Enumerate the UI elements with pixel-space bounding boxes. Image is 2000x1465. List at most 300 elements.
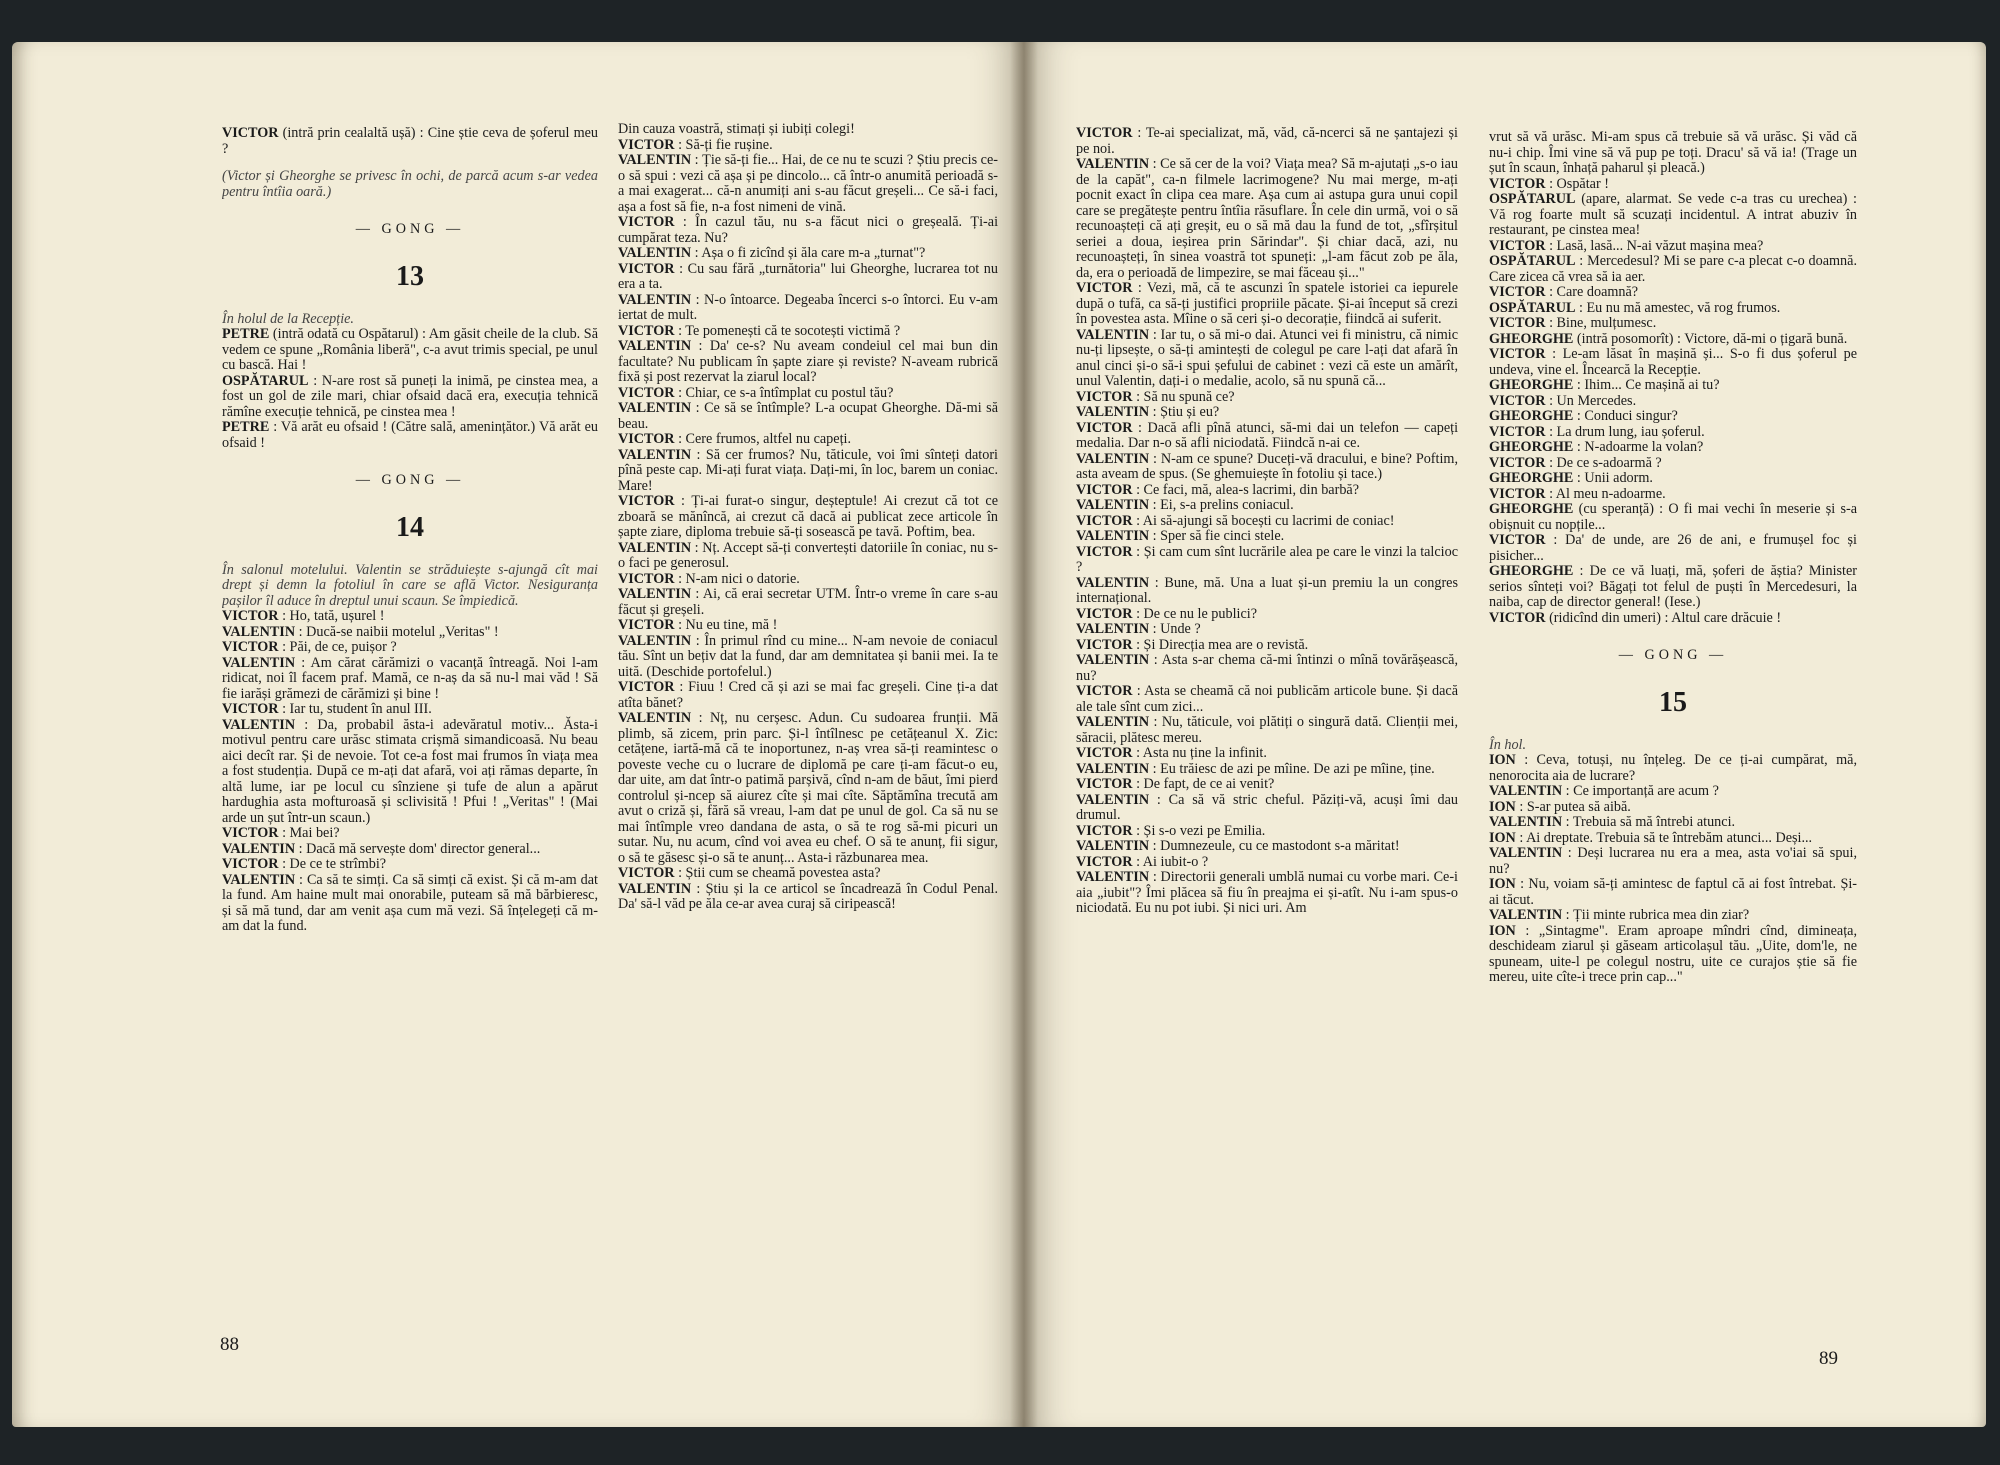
dialogue-text: : Ducă-se naibii motelul „Veritas" ! [298, 623, 499, 640]
speaker-name: VICTOR [1489, 532, 1546, 548]
dialogue-text: : Un Mercedes. [1549, 392, 1637, 409]
dialogue-text: (intră posomorît) : Victore, dă-mi o țigară bună. [1576, 330, 1848, 347]
dialogue-line [222, 857, 598, 873]
page-number-left: 88 [220, 1334, 239, 1355]
dialogue-line [1489, 924, 1857, 986]
speaker-name: VALENTIN [618, 446, 692, 463]
speaker-name: VICTOR [1489, 315, 1546, 331]
dialogue-line [1489, 177, 1857, 193]
dialogue-text: : Păi, de ce, puișor ? [282, 639, 397, 655]
dialogue-text: : Nu, tăticule, voi plătiți o singură dată. Clienții mei, săracii, plătesc mereu. [1076, 714, 1458, 746]
speaker-name: ION [1489, 876, 1516, 892]
dialogue-line [1076, 684, 1458, 715]
dialogue-text: : Am cărat cărămizi o vacanță întreagă. Noi l-am ridicat, noi îl facem praf. Mamă, ce n-aș da să nu-l mai văd ! Să fie iarăși grămezi de cărămizi și bine ! [222, 654, 598, 702]
dialogue-text: (ridicînd din umeri) : Altul care drăcuie ! [1549, 609, 1782, 626]
speaker-name: VALENTIN [618, 539, 692, 556]
speaker-name: VALENTIN [222, 716, 296, 733]
dialogue-line [1489, 347, 1857, 378]
dialogue-text: : Ce să se întîmple? L-a ocupat Gheorghe. Dă-mi să beau. [618, 400, 998, 432]
dialogue-line [1076, 545, 1458, 576]
speaker-name: VALENTIN [1076, 714, 1150, 730]
speaker-name: VALENTIN [1076, 528, 1150, 544]
speaker-name: PETRE [222, 326, 270, 342]
dialogue-text: : Sper să fie cinci stele. [1152, 528, 1285, 544]
dialogue-text: (apare, alarmat. Se vede c-a tras cu urechea) : Vă rog foarte mult să scuzați incidentul. A intrat abuziv în restaurant, pe cinstea mea! [1489, 191, 1857, 238]
dialogue-text: : Cere frumos, altfel nu capeți. [678, 431, 852, 447]
speaker-name: VICTOR [1076, 126, 1133, 141]
continued-text: vrut să vă urăsc. Mi-am spus că trebuie să vă urăsc. Și văd că nu-i chip. Îmi vine să vă pup pe toți. Dracu' să vă ia! (Trage un șut în scaun, înhață paharul și pleacă.) [1489, 130, 1857, 176]
speaker-name: VICTOR [1076, 636, 1133, 653]
dialogue-text: : Care doamnă? [1549, 284, 1639, 300]
dialogue-text: : Ai să-ajungi să bocești cu lacrimi de coniac! [1136, 512, 1395, 529]
speaker-name: VALENTIN [618, 632, 692, 649]
speaker-name: VALENTIN [222, 654, 296, 671]
speaker-name: VICTOR [222, 825, 279, 841]
dialogue-line [1489, 440, 1857, 456]
dialogue-line [1076, 793, 1458, 824]
dialogue-text: : N-o întoarce. Degeaba încerci s-o întorci. Eu v-am iertat de mult. [618, 291, 998, 323]
dialogue-text: : La drum lung, iau șoferul. [1549, 423, 1705, 440]
dialogue-text: : Nu eu tine, mă ! [678, 617, 778, 633]
dialogue-line [222, 873, 598, 935]
speaker-name: VICTOR [222, 701, 279, 717]
gong-marker: — GONG — [355, 221, 465, 237]
dialogue-text: : Ho, tată, ușurel ! [282, 608, 385, 624]
dialogue-line [618, 246, 998, 262]
dialogue-line [1489, 332, 1857, 348]
dialogue-text: : Lasă, lasă... N-ai văzut mașina mea? [1549, 237, 1764, 254]
dialogue-line [222, 420, 598, 451]
dialogue-line [1489, 409, 1857, 425]
dialogue-text: : Le-am lăsat în mașină și... S-o fi dus șoferul pe undeva, vine el. Încearcă la Recepție. [1489, 346, 1857, 378]
speaker-name: VALENTIN [1076, 652, 1150, 668]
speaker-name: GHEORGHE [1489, 501, 1574, 517]
dialogue-text: (cu speranță) : O fi mai vechi în meserie și s-a obișnuit cu nopțile... [1489, 501, 1857, 533]
dialogue-line [618, 262, 998, 293]
speaker-name: VICTOR [618, 617, 675, 633]
dialogue-text: : De ce s-adoarmă ? [1549, 454, 1662, 471]
speaker-name: VICTOR [1489, 237, 1546, 254]
dialogue-line [618, 386, 998, 402]
dialogue-line [1076, 762, 1458, 778]
speaker-name: VICTOR [1076, 853, 1133, 870]
dialogue-text: : Chiar, ce s-a întîmplat cu postul tău? [678, 384, 894, 401]
dialogue-text: : Vezi, mă, că te ascunzi în spatele istoriei ca iepurele după o tufă, ca să-ți justifici propriile păcate. Și-ai început să crezi în povestea asta. Mîine o să ceri și-o decorație, fiindcă ai suferit. [1076, 280, 1458, 327]
dialogue-text: : În cazul tău, nu s-a făcut nici o greșeală. Ți-ai cumpărat teza. Nu? [618, 214, 998, 246]
speaker-name: VALENTIN [222, 871, 296, 888]
dialogue-text: : Te-ai specializat, mă, văd, că-ncerci să ne șantajezi și pe noi. [1076, 126, 1458, 157]
dialogue-line [1076, 405, 1458, 421]
dialogue-line [1076, 607, 1458, 623]
speaker-name: VALENTIN [1076, 404, 1150, 420]
dialogue-line [1489, 800, 1857, 816]
dialogue-line [618, 339, 998, 386]
dialogue-line [1076, 839, 1458, 855]
continued-text: Din cauza voastră, stimați și iubiți colegi! [618, 122, 855, 137]
speaker-name: VICTOR [1489, 423, 1546, 440]
dialogue-text: : Iar tu, o să mi-o dai. Atunci vei fi ministru, că nimic nu-ți lipsește, o să-ți amintești de colegul pe care l-ați dat afară în anul cinci și-o să-i spui șefului de cabinet : vezi că este un amărît, unul Valentin, dați-i o medalie, acolo, să nu spună că... [1076, 326, 1458, 389]
speaker-name: VICTOR [1489, 392, 1546, 409]
dialogue-text: : Știu și la ce articol se încadrează în Codul Penal. Da' să-l văd pe ăla ce-ar avea curaj să ciripească! [618, 880, 998, 912]
dialogue-text: : Asta s-ar chema că-mi întinzi o mînă tovărășească, nu? [1076, 652, 1458, 684]
speaker-name: VICTOR [1076, 776, 1133, 792]
speaker-name: OSPĂTARUL [222, 372, 309, 389]
dialogue-text: : Cu sau fără „turnătoria" lui Gheorghe, lucrarea tot nu era a ta. [618, 260, 998, 292]
dialogue-line [222, 640, 598, 656]
dialogue-text: : Eu trăiesc de azi pe mîine. De azi pe mîine, ține. [1152, 760, 1435, 777]
dialogue-line [1489, 239, 1857, 255]
dialogue-line [618, 432, 998, 448]
dialogue-line [222, 609, 598, 625]
speaker-name: VICTOR [618, 260, 675, 277]
dialogue-text: : Asta se cheamă că noi publicăm articole bune. Și dacă ale tale sînt cum zici... [1076, 683, 1458, 715]
dialogue-text: : Dacă mă servește dom' director general... [298, 840, 541, 857]
dialogue-line [1489, 487, 1857, 503]
dialogue-text: : Conduci singur? [1576, 408, 1678, 424]
dialogue-text: : Ții minte rubrica mea din ziar? [1565, 907, 1750, 923]
speaker-name: VALENTIN [1076, 791, 1150, 808]
dialogue-text: : Asta nu ține la infinit. [1136, 745, 1267, 761]
left-page [12, 42, 1024, 1427]
dialogue-text: : Ai dreptate. Trebuia să te întrebăm atunci... Deși... [1519, 829, 1813, 846]
speaker-name: GHEORGHE [1489, 439, 1574, 455]
dialogue-text: : Eu nu mă amestec, vă rog frumos. [1579, 299, 1781, 316]
speaker-name: VICTOR [1076, 745, 1133, 761]
speaker-name: VALENTIN [1076, 326, 1150, 343]
speaker-name: VICTOR [1076, 512, 1133, 529]
speaker-name: VICTOR [222, 126, 279, 141]
speaker-name: PETRE [222, 419, 270, 435]
dialogue-line [1489, 301, 1857, 317]
speaker-name: VALENTIN [618, 245, 692, 261]
dialogue-text: : Ce faci, mă, alea-s lacrimi, din barbă? [1136, 481, 1360, 498]
dialogue-line [1489, 611, 1857, 627]
dialogue-text: : Da, probabil ăsta-i adevăratul motiv... Ăsta-i motivul pentru care urăsc stimata crișmă simandicoasă. Nu beau aici decît rar. Și de nevoie. Tot ce-a fost mai frumos în viața mea a fost studenția. După ce m-ați dat afară, voi ați rămas departe, în altă lume, iar pe locul cu sînziene și tufe de alun a apărut hardughia asta mofturoasă și sclivisită ! Pfui ! „Veritas" ! (Mai arde un șut într-un scaun.) [222, 716, 598, 826]
gong-marker: — GONG — [355, 472, 465, 488]
dialogue-text: : Ai iubit-o ? [1136, 853, 1209, 870]
dialogue-text: : Și s-o vezi pe Emilia. [1136, 822, 1266, 839]
dialogue-text: : Nu, voiam să-ți amintesc de faptul că ai fost întrebat. Și-ai tăcut. [1489, 876, 1857, 908]
speaker-name: VALENTIN [222, 623, 296, 640]
dialogue-text: (intră odată cu Ospătarul) : Am găsit cheile de la club. Să vedem ce spune „România liberă", c-a avut trimis special, pe unul cu bască. Hai ! [222, 326, 598, 373]
dialogue-line [1076, 529, 1458, 545]
dialogue-text: : N-adoarme la volan? [1576, 439, 1704, 455]
dialogue-text: : Ai, că erai secretar UTM. Într-o vreme în care s-au făcut și greșeli. [618, 586, 998, 618]
dialogue-text: : Te pomenești că te socotești victimă ? [678, 322, 901, 339]
dialogue-line [1076, 452, 1458, 483]
dialogue-line [222, 625, 598, 641]
speaker-name: OSPĂTARUL [1489, 299, 1576, 316]
dialogue-line [1076, 514, 1458, 530]
left-page-column-1 [222, 126, 598, 1366]
dialogue-text: : Să nu spună ce? [1136, 388, 1235, 405]
speaker-name: VALENTIN [1489, 783, 1563, 799]
stage-direction: În salonul motelului. Valentin se străduiește s-ajungă cît mai drept și demn la fotoliul în care se află Victor. Nesiguranța pașilor îl aduce în dreptul unui scaun. Se împiedică. [222, 561, 598, 609]
speaker-name: VICTOR [1489, 485, 1546, 502]
dialogue-line [1489, 831, 1857, 847]
dialogue-text: : Directorii generali umblă numai cu vorbe mari. Ce-i aia „iubit"? Îmi plăcea să fiu în preajma ei și-atît. Nu i-am spus-o niciodată. Eu nu pot iubi. Și nici uri. Am [1076, 869, 1458, 916]
speaker-name: GHEORGHE [1489, 563, 1574, 579]
dialogue-text: : Da' ce-s? Nu aveam condeiul cel mai bun din facultate? Nu publicam în șapte ziare și reviste? N-aveam rubrică fixă și post rezervat la ziarul local? [618, 338, 998, 385]
speaker-name: VALENTIN [618, 586, 692, 602]
dialogue-line [618, 541, 998, 572]
speaker-name: VICTOR [1076, 605, 1133, 622]
dialogue-line [618, 572, 998, 588]
speaker-name: VICTOR [1489, 346, 1546, 362]
dialogue-line [618, 634, 998, 681]
speaker-name: VALENTIN [618, 400, 692, 416]
dialogue-line [1489, 254, 1857, 285]
dialogue-line [1489, 908, 1857, 924]
speaker-name: VALENTIN [1076, 450, 1150, 467]
gong-marker: — GONG — [1618, 647, 1728, 663]
speaker-name: VICTOR [1076, 822, 1133, 839]
dialogue-line [1489, 877, 1857, 908]
speaker-name: ION [1489, 922, 1516, 939]
dialogue-text: : Să cer frumos? Nu, tăticule, voi îmi sînteți datori pînă peste cap. Mi-ați furat viața. Dați-mi, în loc, barem un coniac. Mare! [618, 446, 998, 494]
speaker-name: VICTOR [1489, 454, 1546, 471]
speaker-name: VICTOR [618, 431, 675, 447]
stage-direction: În holul de la Recepție. [222, 310, 354, 327]
dialogue-line [1076, 483, 1458, 499]
speaker-name: VICTOR [1489, 284, 1546, 300]
speaker-name: VICTOR [618, 214, 675, 230]
dialogue-line [618, 324, 998, 340]
stage-direction: În hol. [1489, 736, 1527, 753]
speaker-name: VALENTIN [1489, 814, 1563, 830]
scene-number: 15 [1659, 686, 1687, 718]
dialogue-line [1076, 498, 1458, 514]
dialogue-line [1076, 622, 1458, 638]
dialogue-text: : În primul rînd cu mine... N-am nevoie de coniacul tău. Sînt un bețiv dat la fund, dar am demnitatea și banii mei. Ia te uită. (Deschide portofelul.) [618, 632, 998, 680]
dialogue-line [1489, 316, 1857, 332]
dialogue-line [1489, 394, 1857, 410]
dialogue-line [1076, 390, 1458, 406]
dialogue-line [1489, 192, 1857, 239]
dialogue-line [1076, 653, 1458, 684]
dialogue-text: : Bune, mă. Una a luat și-un premiu la un congres internațional. [1076, 574, 1458, 606]
dialogue-line [1076, 824, 1458, 840]
dialogue-text: (intră prin cealaltă ușă) : Cine știe ceva de șoferul meu ? [222, 126, 598, 157]
dialogue-text: : Ceva, totuși, nu înțeleg. De ce ți-ai cumpărat, mă, nenorocita aia de lucrare? [1489, 752, 1857, 784]
speaker-name: VALENTIN [1489, 907, 1563, 923]
dialogue-line [618, 293, 998, 324]
dialogue-text: : Ca să vă stric cheful. Păziți-vă, acuși îmi dau drumul. [1076, 791, 1458, 823]
dialogue-line [222, 826, 598, 842]
dialogue-text: : N-am ce spune? Duceți-vă dracului, e bine? Poftim, asta aveam de spus. (Se ghemuiește în fotoliu și tace.) [1076, 450, 1458, 482]
dialogue-text: : Trebuia să mă întrebi atunci. [1565, 814, 1736, 830]
dialogue-line [222, 718, 598, 827]
dialogue-text: : Așa o fi zicînd și ăla care m-a „turnat"? [694, 245, 926, 261]
speaker-name: VALENTIN [1076, 869, 1150, 885]
speaker-name: VICTOR [618, 570, 675, 587]
speaker-name: OSPĂTARUL [1489, 253, 1576, 269]
speaker-name: VALENTIN [1076, 497, 1150, 513]
speaker-name: VICTOR [618, 322, 675, 339]
dialogue-line [618, 494, 998, 541]
dialogue-line [1076, 746, 1458, 762]
speaker-name: VALENTIN [222, 840, 296, 857]
dialogue-line [618, 401, 998, 432]
speaker-name: GHEORGHE [1489, 470, 1574, 486]
speaker-name: VICTOR [618, 865, 675, 881]
dialogue-text: : N-am nici o datorie. [678, 570, 800, 587]
speaker-name: VICTOR [1076, 683, 1133, 699]
speaker-name: VALENTIN [618, 880, 692, 897]
dialogue-text: : Da' de unde, are 26 de ani, e frumușel foc și pisicher... [1489, 532, 1857, 564]
speaker-name: OSPĂTARUL [1489, 191, 1576, 207]
dialogue-line [618, 153, 998, 215]
dialogue-line [618, 138, 998, 154]
speaker-name: VALENTIN [618, 338, 692, 354]
dialogue-line [1489, 784, 1857, 800]
speaker-name: VICTOR [222, 608, 279, 624]
dialogue-text: : De ce vă luați, mă, șoferi de ăștia? Minister serios sînteți voi? Băgați tot felul de puști în Mercedesuri, la naiba, cap de director general! (Iese.) [1489, 563, 1857, 610]
speaker-name: ION [1489, 798, 1516, 815]
dialogue-text: : Și Direcția mea are o revistă. [1136, 636, 1309, 653]
speaker-name: GHEORGHE [1489, 408, 1574, 424]
dialogue-text: : Știi cum se cheamă povestea asta? [678, 865, 881, 881]
speaker-name: VALENTIN [1076, 621, 1150, 637]
dialogue-text: : Nț, nu cerșesc. Adun. Cu sudoarea frunții. Mă plimb, să zicem, prin parc. Și-l întîlnesc pe cetățeanul X. Zic: cetățene, iartă-mă că te inoportunez, n-aș vrea să-ți reamintesc o poveste veche cu o lucrare de diplomă pe care ți-am făcut-o eu, dar uite, am dat într-o patimă parșivă, cînd n-am de băut, îmi pierd controlul și-ncep să aiurez cîte și mai cîte. Săptămîna trecută am avut o criză și, fără să vreau, l-am dat pe unul de gol. Ca să nu se mai întîmple vreo dandana de asta, o să te rog să-mi picuri un sutar. Nu, nu acum, cînd voi avea eu chef. O să te anunț, fii sigur, o să te găsesc și-o să te anunț... Asta-i răzbunarea mea. [618, 710, 998, 866]
dialogue-line [1489, 846, 1857, 877]
dialogue-text: : De ce te strîmbi? [282, 856, 387, 872]
dialogue-line [618, 215, 998, 246]
dialogue-text: : Ihim... Ce mașină ai tu? [1576, 377, 1720, 393]
dialogue-text: : De ce nu le publici? [1136, 605, 1258, 622]
dialogue-text: : Unde ? [1152, 621, 1201, 637]
dialogue-text: : N-are rost să puneți la inimă, pe cinstea mea, a fost un gol de zile mari, chiar ofsaid dacă era, execuția tehnică rămîne execuție tehnică, pe cinstea mea ! [222, 372, 598, 420]
dialogue-text: : „Sintagme". Eram aproape mîndri cînd, dimineața, deschideam ziarul și găseam articolașul tău. „Uite, dom'le, ne spuneam, uite-l pe colegul nostru, uite ce curajos știe să fie mereu, uite cîte-i trece prin cap..." [1489, 922, 1857, 985]
dialogue-text: : Ei, s-a prelins coniacul. [1152, 497, 1294, 513]
dialogue-text: : Ce să cer de la voi? Viața mea? Să m-ajutați „s-o iau de la capăt", ca-n filmele lacrimogene? Nu mai merge, m-ați pocnit exact în clipa cea mare. Așa cum ai astupa gura unui copil care se pregătește pentru întîia răsuflare. În cele din urmă, voi o să recunoașteți că ați greșit, eu o să mă dau la fund de tot, „sfîrșitul seriei a doua, ieșirea prin Sărindar". Și chiar dacă, azi, nu recunoașteți, în sinea voastră tot spuneți: „l-am făcut zob pe ăla, da, era o perioadă de limpezire, se mai făceau și..." [1076, 156, 1458, 281]
speaker-name: VICTOR [222, 856, 279, 872]
speaker-name: VICTOR [222, 639, 279, 655]
speaker-name: ION [1489, 829, 1516, 846]
speaker-name: VICTOR [618, 493, 675, 509]
dialogue-text: : Și cam cum sînt lucrările alea pe care le vinzi la talcioc ? [1076, 543, 1458, 575]
speaker-name: VICTOR [1489, 175, 1546, 192]
dialogue-text: : Mercedesul? Mi se pare c-a plecat c-o doamnă. Care zicea că vrea să ia aer. [1489, 253, 1857, 285]
speaker-name: VICTOR [618, 136, 675, 153]
dialogue-text: : Ți-ai furat-o singur, deșteptule! Ai crezut că tot ce zboară se mănîncă, ai crezut că dacă ai publicat zece articole în șapte ziare, diploma trebuie să-ți sosească pe tavă. Poftim, bea. [618, 493, 998, 540]
speaker-name: VALENTIN [618, 291, 692, 308]
dialogue-line [618, 448, 998, 495]
dialogue-line [618, 711, 998, 866]
dialogue-line [222, 374, 598, 421]
right-page [1024, 42, 1986, 1427]
dialogue-line [1489, 564, 1857, 611]
dialogue-line [1076, 328, 1458, 390]
dialogue-line [1076, 126, 1458, 157]
speaker-name: VICTOR [1076, 543, 1133, 560]
speaker-name: VALENTIN [1076, 760, 1150, 777]
speaker-name: VALENTIN [1489, 845, 1563, 861]
left-page-column-2 [618, 122, 998, 1362]
speaker-name: GHEORGHE [1489, 377, 1574, 393]
speaker-name: VICTOR [1076, 388, 1133, 405]
speaker-name: VALENTIN [1076, 574, 1150, 591]
dialogue-text: : Mai bei? [282, 825, 340, 841]
right-page-column-1 [1076, 126, 1458, 1366]
dialogue-line [1076, 157, 1458, 281]
scene-number: 13 [396, 260, 424, 292]
dialogue-text: : Ca să te simți. Ca să simți că exist. Și că m-am dat la fund. Am haine mult mai onorabile, puteam să mă bărbieresc, și să mă tund, dar am venit așa cum mă vezi. Să înțelegeți că m-am dat la fund. [222, 871, 598, 934]
dialogue-line [1076, 421, 1458, 452]
speaker-name: VALENTIN [1076, 156, 1150, 172]
dialogue-line [1489, 753, 1857, 784]
book-gutter [1010, 42, 1038, 1427]
speaker-name: VICTOR [1076, 419, 1133, 436]
dialogue-text: : Iar tu, student în anul III. [282, 701, 432, 717]
dialogue-text: : S-ar putea să aibă. [1519, 798, 1631, 815]
dialogue-line [1076, 777, 1458, 793]
dialogue-text: : Dacă afli pînă atunci, să-mi dai un telefon — capeți medalia. Dar n-o să afli niciodată. Fiindcă n-ai ce. [1076, 419, 1458, 451]
dialogue-line [618, 618, 998, 634]
speaker-name: GHEORGHE [1489, 330, 1574, 347]
dialogue-text: : Să-ți fie rușine. [678, 136, 773, 153]
dialogue-text: : Ce importanță are acum ? [1565, 783, 1719, 799]
dialogue-text: : Deși lucrarea nu era a mea, asta vo'iai să spui, nu? [1489, 845, 1857, 877]
dialogue-line [1489, 456, 1857, 472]
dialogue-line [1489, 502, 1857, 533]
dialogue-line [1489, 471, 1857, 487]
speaker-name: ION [1489, 752, 1516, 768]
dialogue-text: : Fiuu ! Cred că și azi se mai fac greșeli. Cine ți-a dat atîta bănet? [618, 679, 998, 711]
speaker-name: VICTOR [1076, 481, 1133, 498]
dialogue-line [1076, 870, 1458, 917]
page-number-right: 89 [1819, 1348, 1838, 1369]
dialogue-text: : Al meu n-adoarme. [1549, 485, 1666, 502]
dialogue-text: : Vă arăt eu ofsaid ! (Către sală, amenințător.) Vă arăt eu ofsaid ! [222, 419, 598, 451]
dialogue-text: : De fapt, de ce ai venit? [1136, 776, 1275, 792]
dialogue-line [222, 842, 598, 858]
dialogue-text: : Unii adorm. [1576, 470, 1653, 486]
dialogue-line [1489, 425, 1857, 441]
dialogue-line [1076, 855, 1458, 871]
dialogue-line [222, 327, 598, 374]
dialogue-line [222, 656, 598, 703]
dialogue-line [1076, 638, 1458, 654]
dialogue-line [618, 882, 998, 913]
dialogue-text: : Dumnezeule, cu ce mastodont s-a măritat! [1152, 838, 1400, 854]
speaker-name: VALENTIN [618, 710, 692, 726]
speaker-name: VALENTIN [618, 152, 692, 168]
dialogue-line [1076, 715, 1458, 746]
dialogue-text: : Știu și eu? [1152, 404, 1220, 420]
dialogue-line [618, 680, 998, 711]
dialogue-text: : Bine, mulțumesc. [1549, 315, 1657, 331]
right-page-column-2 [1489, 130, 1857, 1370]
speaker-name: VICTOR [618, 679, 675, 695]
dialogue-line [1489, 285, 1857, 301]
speaker-name: VICTOR [1489, 609, 1546, 626]
dialogue-text: : Ospătar ! [1549, 175, 1609, 192]
dialogue-line [1076, 576, 1458, 607]
dialogue-line [222, 702, 598, 718]
dialogue-text: : Nț. Accept să-ți convertești datoriile în coniac, nu s-o faci pe generosul. [618, 539, 998, 571]
dialogue-text: : Ție să-ți fie... Hai, de ce nu te scuzi ? Știu precis ce-o să spui : vezi că așa și pe dincolo... că într-o anumită perioadă s-a mai exagerat... că-n anumiți ani s-au făcut greșeli... Ce să-i faci, așa a fost să fie, n-a fost nimeni de vină. [618, 152, 998, 215]
speaker-name: VALENTIN [1076, 838, 1150, 854]
scene-number: 14 [396, 511, 424, 543]
stage-direction: (Victor și Gheorghe se privesc în ochi, de parcă acum s-ar vedea pentru întîia oară.) [222, 168, 598, 200]
dialogue-line [1489, 378, 1857, 394]
dialogue-line [1076, 281, 1458, 328]
dialogue-line [618, 587, 998, 618]
dialogue-line [1489, 815, 1857, 831]
speaker-name: VICTOR [618, 384, 675, 401]
speaker-name: VICTOR [1076, 280, 1133, 296]
